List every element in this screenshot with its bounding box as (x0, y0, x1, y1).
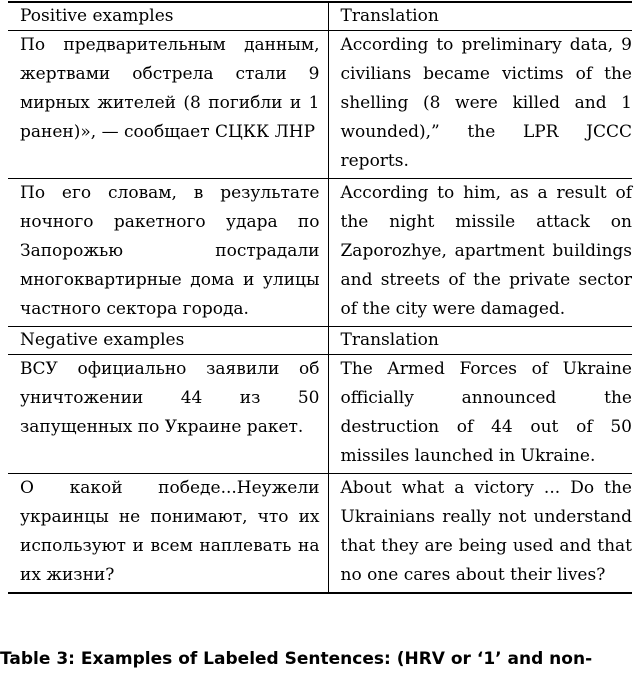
negative-example-2-text: О какой победе...Неужели украинцы не понимают, что их используют и всем наплевать на их жизни? (8, 474, 328, 594)
positive-example-1-text: По предварительным данным, жертвами обстрела стали 9 мирных жителей (8 погибли и 1 ранен)», — сообщает СЦКК ЛНР (8, 31, 328, 179)
table-caption: Table 3: Examples of Labeled Sentences: (HRV or ‘1’ and non- (0, 649, 593, 669)
positive-example-2-translation: According to him, as a result of the night missile attack on Zaporozhye, apartment buildings and streets of the private sector of the city were damaged. (328, 179, 632, 327)
table-row (8, 474, 632, 594)
positive-translation-header: Translation (328, 2, 632, 31)
negative-example-2-translation: About what a victory ... Do the Ukrainians really not understand that they are being used and that no one cares about their lives? (328, 474, 632, 594)
negative-example-1-text: ВСУ официально заявили об уничтожении 44 из 50 запущенных по Украине ракет. (8, 355, 328, 474)
table-row (8, 355, 632, 474)
positive-examples-header: Positive examples (8, 2, 328, 31)
negative-translation-header: Translation (328, 327, 632, 355)
negative-header-row (8, 327, 632, 355)
positive-header-row (8, 2, 632, 31)
labeled-sentences-table (8, 1, 632, 594)
table-row (8, 31, 632, 179)
examples-table-container (8, 1, 632, 594)
negative-example-1-translation: The Armed Forces of Ukraine officially announced the destruction of 44 out of 50 missiles launched in Ukraine. (328, 355, 632, 474)
table-row (8, 179, 632, 327)
negative-examples-header: Negative examples (8, 327, 328, 355)
positive-example-2-text: По его словам, в результате ночного ракетного удара по Запорожью пострадали многоквартирные дома и улицы частного сектора города. (8, 179, 328, 327)
positive-example-1-translation: According to preliminary data, 9 civilians became victims of the shelling (8 were killed and 1 wounded),” the LPR JCCC reports. (328, 31, 632, 179)
